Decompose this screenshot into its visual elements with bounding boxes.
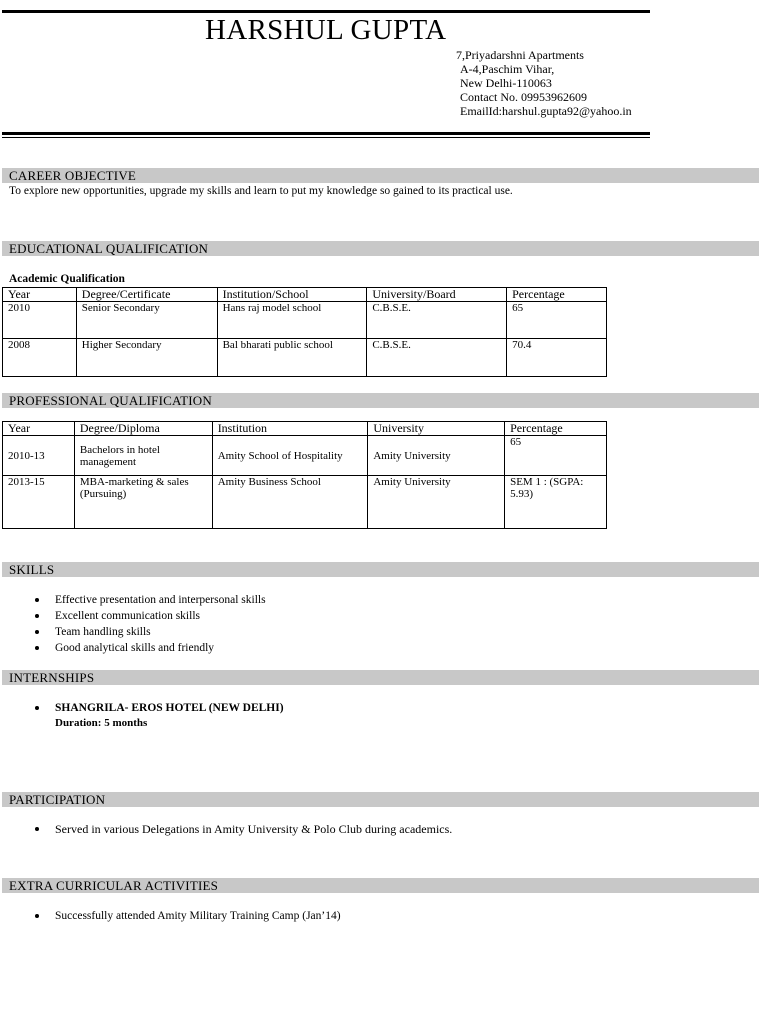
col-header: University/Board xyxy=(367,288,507,302)
list-item: Excellent communication skills xyxy=(32,608,266,624)
col-header: Percentage xyxy=(505,422,607,436)
section-extra-curricular: EXTRA CURRICULAR ACTIVITIES xyxy=(2,878,759,893)
table-row xyxy=(3,302,607,339)
table-row xyxy=(3,436,607,476)
table-row xyxy=(3,476,607,529)
table-cell: SEM 1 : (SGPA: 5.93) xyxy=(505,476,607,529)
col-header: Year xyxy=(3,288,77,302)
table-cell: Bachelors in hotel management xyxy=(74,436,212,476)
table-cell: MBA-marketing & sales (Pursuing) xyxy=(74,476,212,529)
section-career-objective: CAREER OBJECTIVE xyxy=(2,168,759,183)
email-line: EmailId:harshul.gupta92@yahoo.in xyxy=(460,104,632,118)
table-cell: C.B.S.E. xyxy=(367,339,507,377)
section-skills: SKILLS xyxy=(2,562,759,577)
table-cell: Amity University xyxy=(368,436,505,476)
header-bottom-rule xyxy=(2,132,650,135)
career-objective-text: To explore new opportunities, upgrade my skills and learn to put my knowledge so gained to its practical use. xyxy=(9,185,513,197)
table-cell: 65 xyxy=(507,302,607,339)
section-professional-qualification: PROFESSIONAL QUALIFICATION xyxy=(2,393,759,408)
academic-qualification-heading: Academic Qualification xyxy=(9,273,125,285)
extra-curricular-list xyxy=(32,908,341,924)
academic-table xyxy=(2,287,607,377)
address-line: A-4,Paschim Vihar, xyxy=(460,62,555,76)
list-item: Team handling skills xyxy=(32,624,266,640)
col-header: Degree/Certificate xyxy=(76,288,217,302)
table-header-row xyxy=(3,288,607,302)
table-cell: Senior Secondary xyxy=(76,302,217,339)
skills-list xyxy=(32,592,266,656)
contact-address xyxy=(456,48,644,118)
table-cell: 2013-15 xyxy=(3,476,75,529)
col-header: Institution xyxy=(212,422,368,436)
table-cell: C.B.S.E. xyxy=(367,302,507,339)
section-participation: PARTICIPATION xyxy=(2,792,759,807)
col-header: Year xyxy=(3,422,75,436)
table-cell: Hans raj model school xyxy=(217,302,367,339)
participation-list xyxy=(32,821,452,837)
internships-list xyxy=(32,700,284,716)
list-item: Effective presentation and interpersonal skills xyxy=(32,592,266,608)
header-bottom-thin-rule xyxy=(2,137,650,138)
table-cell: Amity University xyxy=(368,476,505,529)
table-cell: Bal bharati public school xyxy=(217,339,367,377)
list-item: Good analytical skills and friendly xyxy=(32,640,266,656)
col-header: Institution/School xyxy=(217,288,367,302)
address-line: New Delhi-110063 xyxy=(460,76,552,90)
col-header: Degree/Diploma xyxy=(74,422,212,436)
section-educational-qualification: EDUCATIONAL QUALIFICATION xyxy=(2,241,759,256)
table-cell: Amity School of Hospitality xyxy=(212,436,368,476)
professional-table xyxy=(2,421,607,529)
list-item: Successfully attended Amity Military Training Camp (Jan’14) xyxy=(32,908,341,924)
candidate-name: HARSHUL GUPTA xyxy=(205,14,447,46)
table-row xyxy=(3,339,607,377)
address-line: 7,Priyadarshni Apartments xyxy=(456,48,584,62)
table-cell: 2010-13 xyxy=(3,436,75,476)
table-cell: 2010 xyxy=(3,302,77,339)
address-line: Contact No. 09953962609 xyxy=(460,90,587,104)
section-internships: INTERNSHIPS xyxy=(2,670,759,685)
internship-duration: Duration: 5 months xyxy=(55,717,148,729)
col-header: University xyxy=(368,422,505,436)
table-cell: Amity Business School xyxy=(212,476,368,529)
table-cell: 70.4 xyxy=(507,339,607,377)
col-header: Percentage xyxy=(507,288,607,302)
table-cell: 2008 xyxy=(3,339,77,377)
list-item: Served in various Delegations in Amity University & Polo Club during academics. xyxy=(32,821,452,837)
table-cell: 65 xyxy=(505,436,607,476)
internship-company: SHANGRILA- EROS HOTEL (NEW DELHI) xyxy=(32,700,284,716)
table-cell: Higher Secondary xyxy=(76,339,217,377)
header-top-rule xyxy=(2,10,650,13)
table-header-row xyxy=(3,422,607,436)
